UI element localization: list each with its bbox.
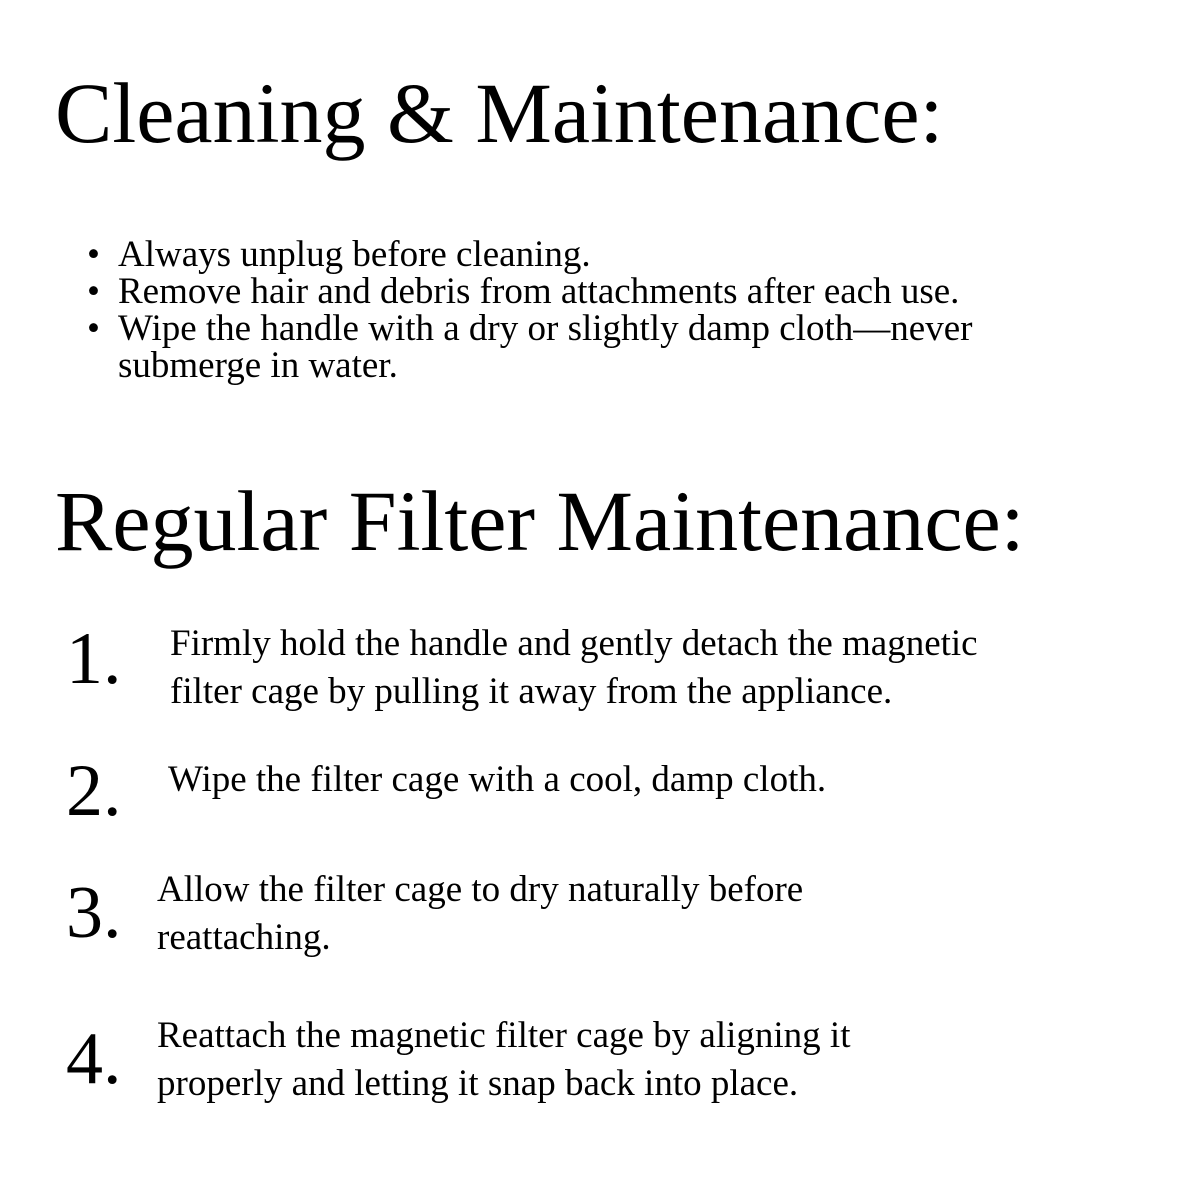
bullet-text: Remove hair and debris from attachments after each use. [118, 271, 960, 312]
step-number: 3. [66, 872, 122, 954]
bullet-text: Wipe the handle with a dry or slightly damp cloth—never submerge in water. [118, 308, 973, 386]
filter-heading: Regular Filter Maintenance: [55, 473, 1025, 569]
bullet-icon: • [87, 308, 100, 349]
step-number: 2. [66, 750, 122, 832]
bullet-icon: • [87, 271, 100, 312]
step-number: 1. [66, 618, 122, 700]
step-text: Reattach the magnetic filter cage by aligning it properly and letting it snap back into place. [157, 1015, 851, 1104]
cleaning-bullet-list [85, 236, 1045, 384]
step-text: Wipe the filter cage with a cool, damp cloth. [168, 759, 827, 800]
step-text: Allow the filter cage to dry naturally before reattaching. [157, 869, 804, 958]
step-text: Firmly hold the handle and gently detach the magnetic filter cage by pulling it away from the appliance. [170, 623, 978, 712]
bullet-icon: • [87, 234, 100, 275]
bullet-text: Always unplug before cleaning. [118, 234, 591, 275]
list-item [85, 236, 1045, 273]
cleaning-heading: Cleaning & Maintenance: [55, 65, 944, 161]
list-item [85, 273, 1045, 310]
step-number: 4. [66, 1018, 122, 1100]
list-item [85, 310, 1018, 384]
